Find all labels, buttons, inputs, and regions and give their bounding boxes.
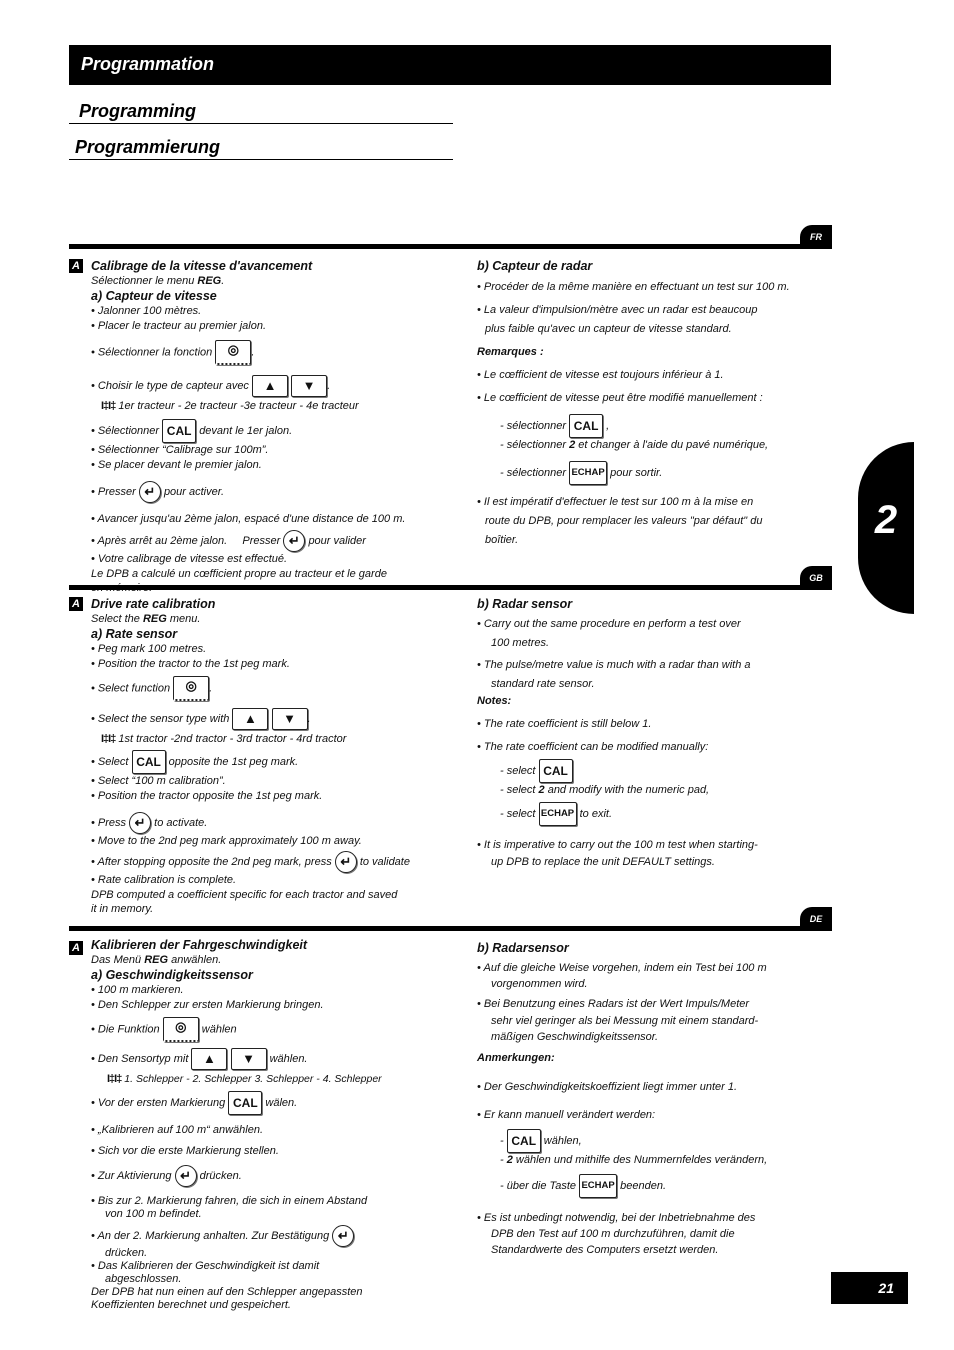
fr-l9: • Avancer jusqu'au 2ème jalon, espacé d'une distance de 100 m. xyxy=(91,513,406,525)
wheel-sensor-icon: ◎ xyxy=(173,676,209,701)
gb-left-column xyxy=(91,597,451,915)
fr-l11: • Votre calibrage de vitesse est effectué. xyxy=(91,553,288,565)
fr-r-l3: plus faible qu'avec un capteur de vitesse standard. xyxy=(485,323,732,335)
gb-l4: • Select the sensor type with ▲ ▼ . xyxy=(91,708,451,730)
enter-key-icon: ↵ xyxy=(332,1225,354,1247)
gb-r-l4: standard rate sensor. xyxy=(491,678,595,690)
fr-r-notes: Remarques : xyxy=(477,346,544,358)
down-arrow-key-icon: ▼ xyxy=(272,708,308,730)
gb-r-l2: 100 metres. xyxy=(491,637,550,649)
gb-l2: • Position the tractor to the 1st peg mark. xyxy=(91,658,290,670)
gb-l5: • Select CAL opposite the 1st peg mark. xyxy=(91,750,451,774)
up-arrow-key-icon: ▲ xyxy=(252,375,288,397)
gb-l3: • Select function ◎ . xyxy=(91,676,451,701)
de-right-column xyxy=(477,941,817,1258)
de-l12: Der DPB hat nun einen auf den Schlepper angepassten xyxy=(91,1286,363,1298)
de-tractors: Ι‡Ι‡ 1. Schlepper - 2. Schlepper 3. Schlepper - 4. Schlepper xyxy=(107,1073,382,1085)
gb-l1: • Peg mark 100 metres. xyxy=(91,643,207,655)
gb-menu-line: Select the REG menu. xyxy=(91,613,201,625)
section-marker-de: A xyxy=(69,941,83,955)
wheel-sensor-icon: ◎ xyxy=(163,1017,199,1042)
de-r-l1: • Auf die gleiche Weise vorgehen, indem ein Test bei 100 m xyxy=(477,962,767,974)
up-arrow-key-icon: ▲ xyxy=(191,1048,227,1070)
enter-key-icon: ↵ xyxy=(139,481,161,503)
lang-badge-de: DE xyxy=(800,907,832,931)
de-r-s3: - über die Taste ECHAP beenden. xyxy=(500,1174,817,1198)
gb-l11: • Rate calibration is complete. xyxy=(91,874,237,886)
fr-r-n3: • Il est impératif d'effectuer le test sur 100 m à la mise en xyxy=(477,496,754,508)
cal-key-icon: CAL xyxy=(162,419,196,443)
de-l6: • „Kalibrieren auf 100 m“ anwählen. xyxy=(91,1124,263,1136)
fr-r-l1: • Procéder de la même manière en effectuant un test sur 100 m. xyxy=(477,281,790,293)
de-r-n4: DPB den Test auf 100 m durchzuführen, damit die xyxy=(491,1228,735,1240)
gb-l13: it in memory. xyxy=(91,903,154,915)
gb-r-n2: • The rate coefficient can be modified manually: xyxy=(477,741,709,753)
tractor-select-icon: Ι‡Ι‡ xyxy=(101,733,116,745)
cal-key-icon: CAL xyxy=(507,1129,541,1153)
gb-l8: • Press ↵ to activate. xyxy=(91,812,451,834)
de-l9: • Bis zur 2. Markierung fahren, die sich in einem Abstand von 100 m befindet. xyxy=(91,1195,368,1220)
de-r-l4: sehr viel geringer als bei Messung mit einem standard- xyxy=(491,1015,759,1027)
title-en: Programming xyxy=(79,101,197,121)
title-de: Programmierung xyxy=(75,137,221,157)
title-en-rule xyxy=(69,123,453,124)
fr-r-n1: • Le cœfficient de vitesse est toujours inférieur à 1. xyxy=(477,369,724,381)
fr-r-l2: • La valeur d'impulsion/mètre avec un radar est beaucoup xyxy=(477,304,758,316)
up-arrow-key-icon: ▲ xyxy=(232,708,268,730)
chapter-number: 2 xyxy=(874,498,898,542)
fr-l4: • Choisir le type de capteur avec ▲ ▼ . xyxy=(91,375,451,397)
gb-l10: • After stopping opposite the 2nd peg mark, press ↵ to validate xyxy=(91,851,451,873)
de-r-notes: Anmerkungen: xyxy=(477,1052,555,1064)
down-arrow-key-icon: ▼ xyxy=(231,1048,267,1070)
lang-badge-fr: FR xyxy=(800,225,832,249)
page-number: 21 xyxy=(831,1272,908,1304)
fr-l10: • Après arrêt au 2ème jalon. Presser ↵ pour valider xyxy=(91,530,451,552)
de-l13: Koeffizienten berechnet und gespeichert. xyxy=(91,1299,291,1311)
down-arrow-key-icon: ▼ xyxy=(291,375,327,397)
de-l8: • Zur Aktivierung ↵ drücken. xyxy=(91,1165,451,1187)
gb-r-n3: • It is imperative to carry out the 100 m test when starting- xyxy=(477,839,758,851)
gb-r-l3: • The pulse/metre value is much with a radar than with a xyxy=(477,659,751,671)
de-subheading: a) Geschwindigkeitssensor xyxy=(91,968,253,982)
de-menu-line: Das Menü REG anwählen. xyxy=(91,954,222,966)
enter-key-icon: ↵ xyxy=(283,530,305,552)
fr-r-n5: boîtier. xyxy=(485,534,519,546)
tractor-select-icon: Ι‡Ι‡ xyxy=(107,1073,122,1085)
cal-key-icon: CAL xyxy=(569,414,603,438)
gb-r-n1: • The rate coefficient is still below 1. xyxy=(477,718,652,730)
section-marker-gb: A xyxy=(69,597,83,611)
gb-heading: Drive rate calibration xyxy=(91,597,216,611)
tractor-select-icon: Ι‡Ι‡ xyxy=(101,400,116,412)
section-marker-fr: A xyxy=(69,259,83,273)
fr-l12: Le DPB a calculé un cœfficient propre au tracteur et le garde xyxy=(91,568,387,580)
fr-l6: • Sélectionner “Calibrage sur 100m”. xyxy=(91,444,269,456)
fr-l7: • Se placer devant le premier jalon. xyxy=(91,459,262,471)
fr-subheading: a) Capteur de vitesse xyxy=(91,289,217,303)
fr-r-heading: b) Capteur de radar xyxy=(477,259,593,273)
section-rule-gb xyxy=(69,585,831,590)
de-l2: • Den Schlepper zur ersten Markierung bringen. xyxy=(91,999,324,1011)
de-r-s2: - 2 wählen und mithilfe des Nummernfeldes verändern, xyxy=(500,1154,768,1166)
title-de-rule xyxy=(69,159,453,160)
fr-r-n4: route du DPB, pour remplacer les valeurs "par défaut" du xyxy=(485,515,763,527)
fr-heading: Calibrage de la vitesse d'avancement xyxy=(91,259,313,273)
chapter-tab xyxy=(858,442,914,614)
gb-tractors: Ι‡Ι‡ 1st tractor -2nd tractor - 3rd tractor - 4rd tractor xyxy=(101,733,347,745)
gb-subheading: a) Rate sensor xyxy=(91,627,178,641)
de-r-n5: Standardwerte des Computers ersetzt werden. xyxy=(491,1244,719,1256)
lang-badge-gb: GB xyxy=(800,566,832,590)
wheel-sensor-icon: ◎ xyxy=(215,340,251,365)
section-rule-de xyxy=(69,926,831,931)
de-r-l2: vorgenommen wird. xyxy=(491,978,588,990)
gb-right-column xyxy=(477,597,817,870)
de-r-l3: • Bei Benutzung eines Radars ist der Wert Impuls/Meter xyxy=(477,998,750,1010)
de-l4: • Den Sensortyp mit ▲ ▼ wählen. xyxy=(91,1048,451,1070)
gb-l12: DPB computed a coefficient specific for each tractor and saved xyxy=(91,889,398,901)
gb-r-s3: - select ECHAP to exit. xyxy=(500,802,817,826)
enter-key-icon: ↵ xyxy=(129,812,151,834)
echap-key-icon: ECHAP xyxy=(569,461,607,485)
de-r-heading: b) Radarsensor xyxy=(477,941,569,955)
fr-r-s3: - sélectionner ECHAP pour sortir. xyxy=(500,461,817,485)
cal-key-icon: CAL xyxy=(228,1091,262,1115)
fr-r-s2: - sélectionner 2 et changer à l'aide du pavé numérique, xyxy=(500,439,769,451)
cal-key-icon: CAL xyxy=(539,759,573,783)
fr-l2: • Placer le tracteur au premier jalon. xyxy=(91,320,267,332)
fr-right-column xyxy=(477,259,817,548)
title-fr: Programmation xyxy=(81,54,215,74)
cal-key-icon: CAL xyxy=(132,750,166,774)
fr-r-s1: - sélectionner CAL , xyxy=(500,414,817,438)
fr-l3: • Sélectionner la fonction ◎ . xyxy=(91,340,451,365)
gb-l9: • Move to the 2nd peg mark approximately 100 m away. xyxy=(91,835,362,847)
enter-key-icon: ↵ xyxy=(175,1165,197,1187)
fr-l1: • Jalonner 100 mètres. xyxy=(91,305,202,317)
de-r-l5: mäßigen Geschwindigkeitssensor. xyxy=(491,1031,659,1043)
fr-left-column xyxy=(91,259,451,594)
echap-key-icon: ECHAP xyxy=(579,1174,617,1198)
fr-tractors: Ι‡Ι‡ 1er tracteur - 2e tracteur -3e tracteur - 4e tracteur xyxy=(101,400,359,412)
de-r-s1: - CAL wählen, xyxy=(500,1129,817,1153)
gb-r-s1: - select CAL xyxy=(500,759,817,783)
header-bar xyxy=(69,45,831,85)
gb-r-heading: b) Radar sensor xyxy=(477,597,573,611)
fr-l8: • Presser ↵ pour activer. xyxy=(91,481,451,503)
de-l11: • Das Kalibrieren der Geschwindigkeit ist damit abgeschlossen. xyxy=(91,1260,320,1285)
gb-r-l1: • Carry out the same procedure en perform a test over xyxy=(477,618,741,630)
gb-l6: • Select “100 m calibration”. xyxy=(91,775,226,787)
gb-l7: • Position the tractor opposite the 1st peg mark. xyxy=(91,790,323,802)
de-heading: Kalibrieren der Fahrgeschwindigkeit xyxy=(91,938,308,952)
fr-r-n2: • Le cœfficient de vitesse peut être modifié manuellement : xyxy=(477,392,763,404)
de-l3: • Die Funktion ◎ wählen xyxy=(91,1017,451,1042)
fr-menu-line: Sélectionner le menu REG. xyxy=(91,275,225,287)
de-l10: • An der 2. Markierung anhalten. Zur Bestätigung ↵ drücken. xyxy=(91,1225,451,1260)
enter-key-icon: ↵ xyxy=(335,851,357,873)
section-rule-fr xyxy=(69,244,831,249)
gb-r-notes: Notes: xyxy=(477,695,512,707)
echap-key-icon: ECHAP xyxy=(539,802,577,826)
de-l1: • 100 m markieren. xyxy=(91,984,184,996)
fr-l5: • Sélectionner CAL devant le 1er jalon. xyxy=(91,419,451,443)
gb-r-n4: up DPB to replace the unit DEFAULT settings. xyxy=(491,856,715,868)
de-r-n3: • Es ist unbedingt notwendig, bei der Inbetriebnahme des xyxy=(477,1212,756,1224)
de-r-n1: • Der Geschwindigkeitskoeffizient liegt immer unter 1. xyxy=(477,1081,738,1093)
gb-r-s2: - select 2 and modify with the numeric pad, xyxy=(500,784,710,796)
de-l5: • Vor der ersten Markierung CAL wälen. xyxy=(91,1091,451,1115)
de-left-column xyxy=(91,938,451,1312)
de-l7: • Sich vor die erste Markierung stellen. xyxy=(91,1145,279,1157)
de-r-n2: • Er kann manuell verändert werden: xyxy=(477,1109,656,1121)
